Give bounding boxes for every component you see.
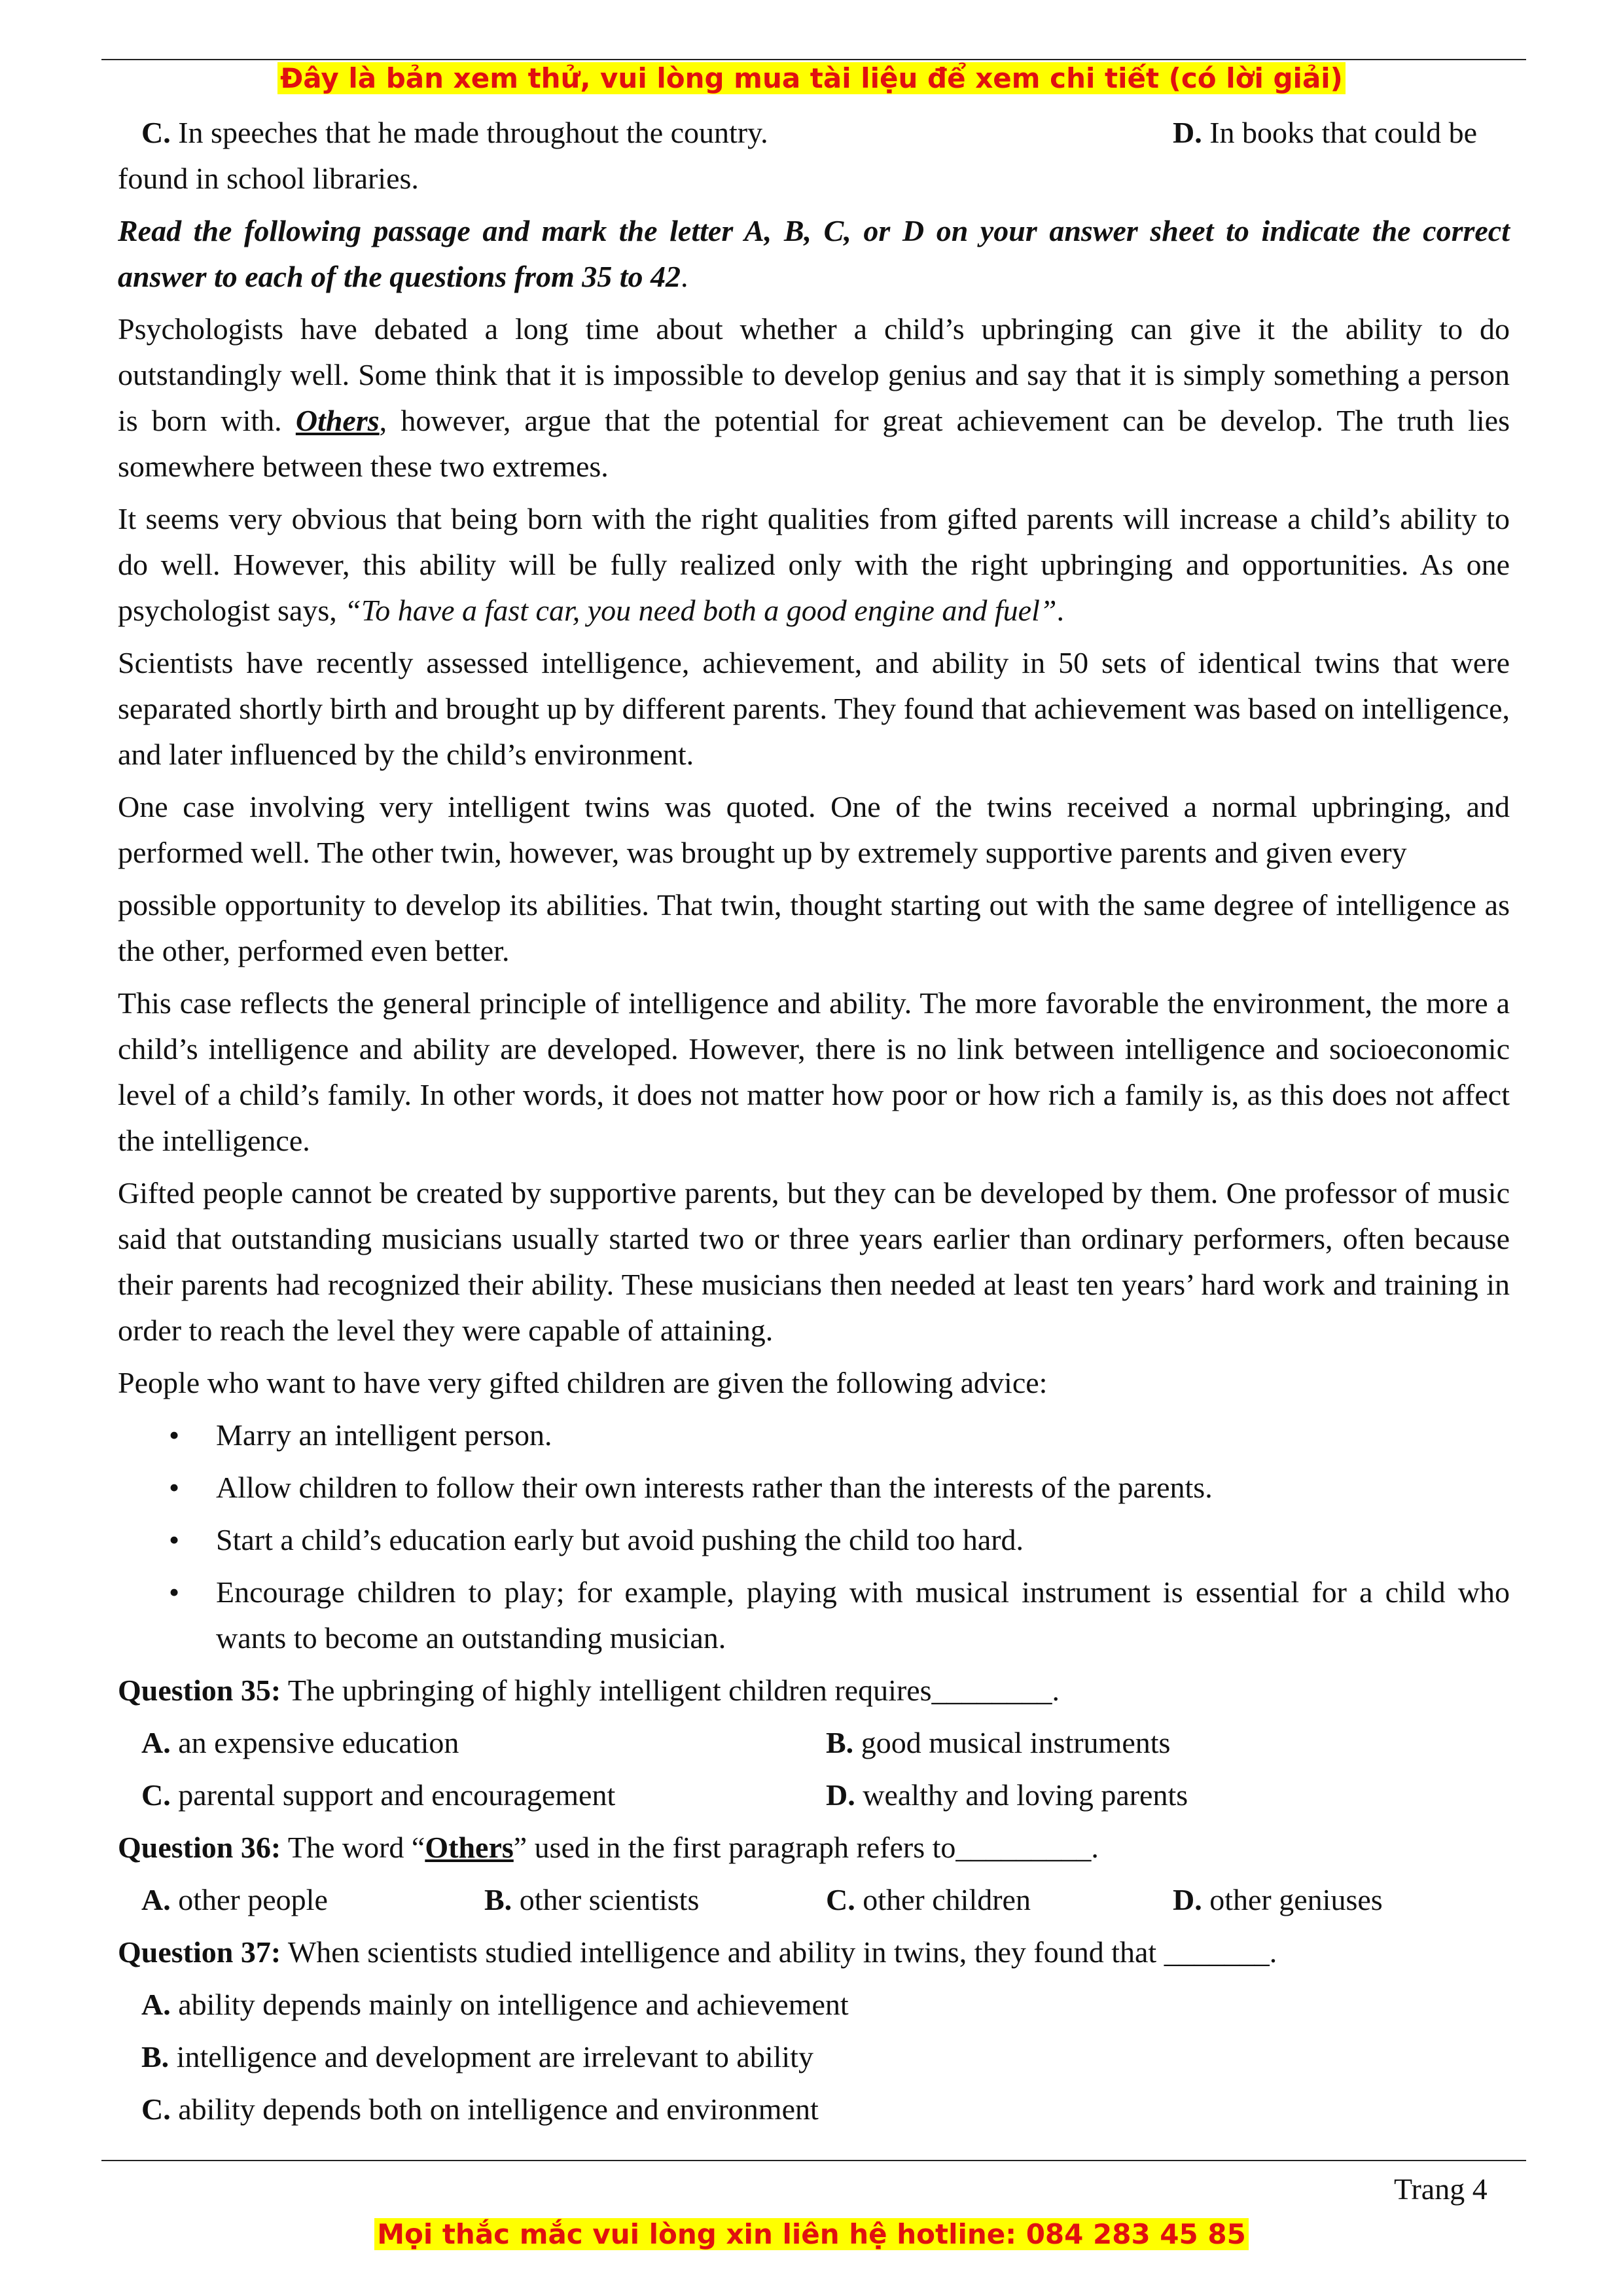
question-37-option-a[interactable]: A. ability depends mainly on intelligence and achievement (141, 1988, 849, 2021)
hotline-text: Mọi thắc mắc vui lòng xin liên hệ hotline: 084 283 45 85 (374, 2218, 1249, 2250)
option-d-continuation: found in school libraries. (118, 162, 419, 195)
passage-paragraph-3: Scientists have recently assessed intelligence, achievement, and ability in 50 sets of identical twins that were separated shortly birth and brought up by different parents. They found that achievement was based on intelligence, and later influenced by the child’s environment. (118, 646, 1510, 771)
option-c[interactable]: C. parental support and encouragement (141, 1778, 616, 1812)
hotline-banner (0, 2215, 1623, 2254)
page-number: Trang 4 (1394, 2172, 1488, 2206)
passage-paragraph-5: possible opportunity to develop its abilities. That twin, thought starting out with the same degree of intelligence as the other, performed even better. (118, 888, 1510, 967)
list-item: • Encourage children to play; for example, playing with musical instrument is essential for a child who wants to become an outstanding musician. (118, 1570, 1510, 1661)
option-b[interactable]: B. other scientists (484, 1883, 700, 1916)
question-35-options-ab (118, 1720, 1510, 1766)
question-36: Question 36: The word “Others” used in the first paragraph refers to_________. (118, 1831, 1099, 1864)
option-c: C. In speeches that he made throughout the country. (141, 116, 768, 149)
option-d: D. In books that could be (1173, 116, 1478, 149)
option-b[interactable]: B. good musical instruments (826, 1726, 1171, 1759)
preview-banner-text: Đây là bản xem thử, vui lòng mua tài liệu để xem chi tiết (có lời giải) (277, 62, 1346, 94)
question-36-options (118, 1877, 1510, 1923)
question-37: Question 37: When scientists studied intelligence and ability in twins, they found that _______. (118, 1935, 1277, 1969)
bullet-icon: • (169, 1575, 180, 1609)
passage-paragraph-4: One case involving very intelligent twins was quoted. One of the twins received a normal upbringing, and performed well. The other twin, however, was brought up by extremely supportive parents and given every (118, 790, 1510, 869)
others-word: Others (295, 404, 380, 437)
passage-paragraph-1: Psychologists have debated a long time about whether a child’s upbringing can give it the ability to do outstandingly well. Some think that it is impossible to develop genius and say that it is simply something a person is born with. Others, however, argue that the potential for great achievement can be develop. The truth lies somewhere between these two extremes. (118, 312, 1510, 483)
passage-paragraph-6: This case reflects the general principle of intelligence and ability. The more favorable the environment, the more a child’s intelligence and ability are developed. However, there is no link between intelligence and socioeconomic level of a child’s family. In other words, it does not matter how poor or how rich a family is, as this does not affect the intelligence. (118, 986, 1510, 1157)
page-content (118, 110, 1510, 2139)
psychologist-quote: “To have a fast car, you need both a good engine and fuel” (344, 594, 1057, 627)
option-d[interactable]: D. wealthy and loving parents (826, 1778, 1188, 1812)
preview-banner (0, 59, 1623, 98)
advice-list (118, 1412, 1510, 1661)
bullet-icon: • (169, 1418, 180, 1452)
question-35: Question 35: The upbringing of highly intelligent children requires________. (118, 1674, 1060, 1707)
passage-paragraph-2: It seems very obvious that being born with the right qualities from gifted parents will increase a child’s ability to do well. However, this ability will be fully realized only with the right upbringing and opportunities. As one psychologist says, “To have a fast car, you need both a good engine and fuel”. (118, 502, 1510, 627)
list-item: • Marry an intelligent person. (118, 1412, 1510, 1458)
question-35-options-cd (118, 1772, 1510, 1818)
passage-paragraph-7: Gifted people cannot be created by supportive parents, but they can be developed by them. One professor of music said that outstanding musicians usually started two or three years earlier than ordinary performers, often because their parents had recognized their ability. These musicians then needed at least ten years’ hard work and training in order to reach the level they were capable of attaining. (118, 1176, 1510, 1347)
question-37-option-b[interactable]: B. intelligence and development are irrelevant to ability (141, 2040, 813, 2073)
option-a[interactable]: A. an expensive education (141, 1726, 459, 1759)
bullet-icon: • (169, 1471, 180, 1504)
prev-question-options (118, 110, 1510, 156)
passage-paragraph-8: People who want to have very gifted children are given the following advice: (118, 1366, 1048, 1399)
list-item: • Allow children to follow their own interests rather than the interests of the parents. (118, 1465, 1510, 1511)
instruction: Read the following passage and mark the letter A, B, C, or D on your answer sheet to indicate the correct answer to each of the questions from 35 to 42. (118, 214, 1510, 293)
option-a[interactable]: A. other people (141, 1883, 328, 1916)
option-c[interactable]: C. other children (826, 1883, 1031, 1916)
bullet-icon: • (169, 1523, 180, 1556)
question-37-option-c[interactable]: C. ability depends both on intelligence and environment (141, 2092, 819, 2126)
bottom-rule (101, 2160, 1526, 2161)
list-item: • Start a child’s education early but avoid pushing the child too hard. (118, 1517, 1510, 1563)
option-d[interactable]: D. other geniuses (1173, 1883, 1383, 1916)
